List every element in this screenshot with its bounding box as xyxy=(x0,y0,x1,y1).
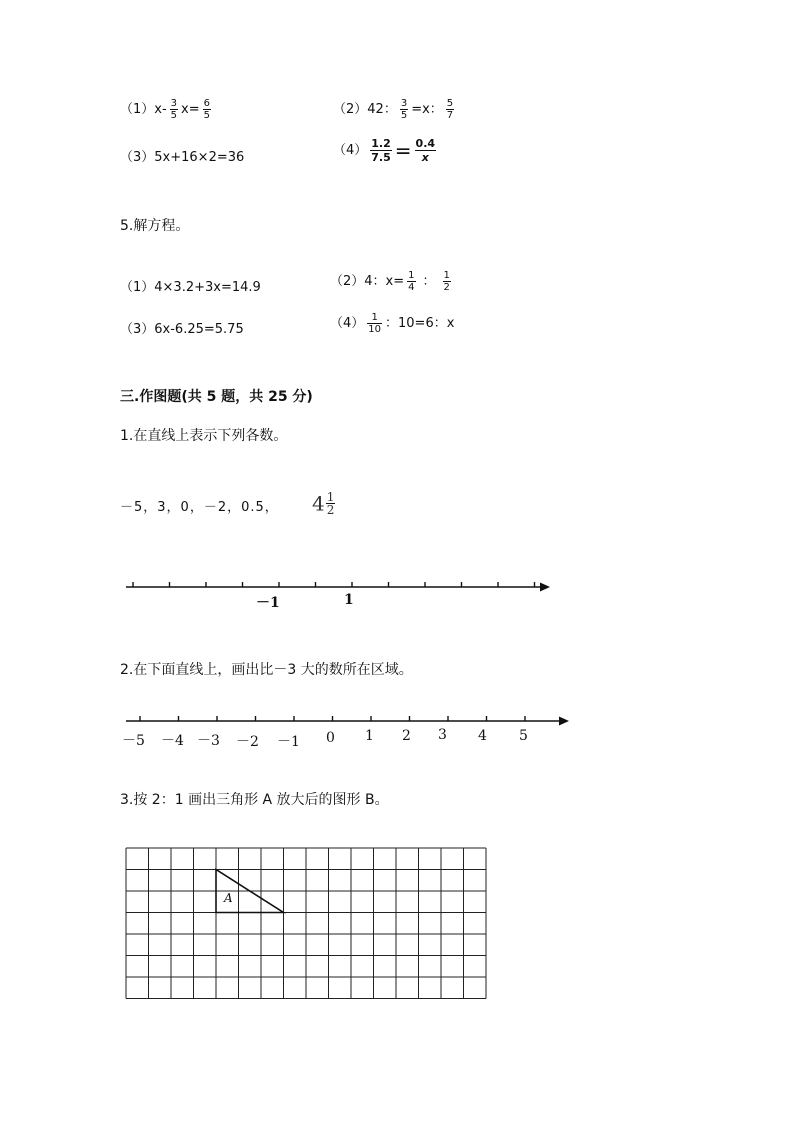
triangle-label: A xyxy=(224,891,233,905)
question-5-title: 5.解方程。 xyxy=(120,218,190,234)
fraction xyxy=(400,98,408,121)
fraction xyxy=(415,137,437,164)
equation-4-3: （3）5x+16×2=36 xyxy=(120,150,245,165)
fraction-denominator: 10 xyxy=(368,324,382,335)
equals-sign: = xyxy=(394,138,412,163)
problem-1-question: 1.在直线上表示下列各数。 xyxy=(120,428,288,444)
fraction-denominator: 5 xyxy=(400,110,408,121)
equation-text: x= xyxy=(181,102,200,117)
equation-text: ： xyxy=(422,274,436,289)
problem-1-numbers: －5，3，0，－2，0.5， xyxy=(120,500,279,515)
fraction-denominator: 2 xyxy=(443,282,450,293)
axis-label: －5 xyxy=(122,733,145,749)
axis-label: －2 xyxy=(236,734,259,750)
fraction-denominator: 5 xyxy=(203,110,210,121)
fraction-numerator: 6 xyxy=(203,98,210,109)
equation-5-2 xyxy=(330,270,454,293)
mixed-whole: 4 xyxy=(312,491,325,516)
equation-text: （4） xyxy=(330,316,365,331)
fraction-numerator: 1 xyxy=(326,490,335,504)
equation-4-4 xyxy=(333,137,439,164)
fraction xyxy=(367,312,382,335)
equation-4-2 xyxy=(333,98,457,121)
fraction-denominator: x xyxy=(421,151,429,164)
arrow-head-icon xyxy=(559,717,569,726)
axis-label: －1 xyxy=(277,734,300,750)
arrow-head-icon xyxy=(540,583,550,592)
mixed-number xyxy=(312,490,338,516)
axis-label: 0 xyxy=(326,730,335,746)
fraction-numerator: 5 xyxy=(446,98,454,109)
equation-text: =x： xyxy=(411,102,443,117)
equation-text: （2）42： xyxy=(333,102,397,117)
fraction-numerator: 1 xyxy=(408,270,415,281)
fraction-denominator: 2 xyxy=(326,503,335,517)
equation-5-1: （1）4×3.2+3x=14.9 xyxy=(120,280,261,295)
equation-text: （4） xyxy=(333,143,368,158)
axis-label: －4 xyxy=(161,733,184,749)
axis-label-one: 1 xyxy=(344,592,354,608)
fraction-numerator: 1.2 xyxy=(371,137,391,150)
fraction xyxy=(370,137,392,164)
axis-label: 3 xyxy=(438,727,447,743)
equation-text: （1）x- xyxy=(120,102,167,117)
axis-label: 1 xyxy=(365,728,374,744)
fraction xyxy=(407,270,415,293)
fraction xyxy=(326,491,336,516)
fraction xyxy=(203,98,211,121)
equation-5-3: （3）6x-6.25=5.75 xyxy=(120,322,244,337)
fraction-numerator: 1 xyxy=(367,312,382,324)
problem-2-question: 2.在下面直线上，画出比－3 大的数所在区域。 xyxy=(120,662,413,678)
section-3-heading: 三.作图题(共 5 题，共 25 分) xyxy=(120,389,313,405)
axis-label-minus-one: －1 xyxy=(256,595,280,611)
fraction-denominator: 5 xyxy=(170,110,178,121)
fraction xyxy=(170,98,178,121)
equation-text: （2）4：x= xyxy=(330,274,405,289)
equation-text: ：10=6：x xyxy=(385,316,455,331)
fraction-numerator: 3 xyxy=(400,98,408,109)
axis-label: －3 xyxy=(197,733,220,749)
fraction-numerator: 0.4 xyxy=(415,137,436,150)
axis-label: 5 xyxy=(519,728,528,744)
axis-label: 2 xyxy=(402,728,411,744)
fraction xyxy=(443,270,451,293)
fraction xyxy=(446,98,454,121)
fraction-denominator: 4 xyxy=(408,282,415,293)
fraction-denominator: 7.5 xyxy=(371,151,391,164)
fraction-numerator: 3 xyxy=(170,98,178,109)
equation-4-1 xyxy=(120,98,214,121)
problem-3-question: 3.按 2：1 画出三角形 A 放大后的图形 B。 xyxy=(120,792,389,808)
fraction-denominator: 7 xyxy=(446,110,454,121)
fraction-numerator: 1 xyxy=(443,270,450,281)
axis-label: 4 xyxy=(478,728,487,744)
equation-5-4 xyxy=(330,312,454,335)
